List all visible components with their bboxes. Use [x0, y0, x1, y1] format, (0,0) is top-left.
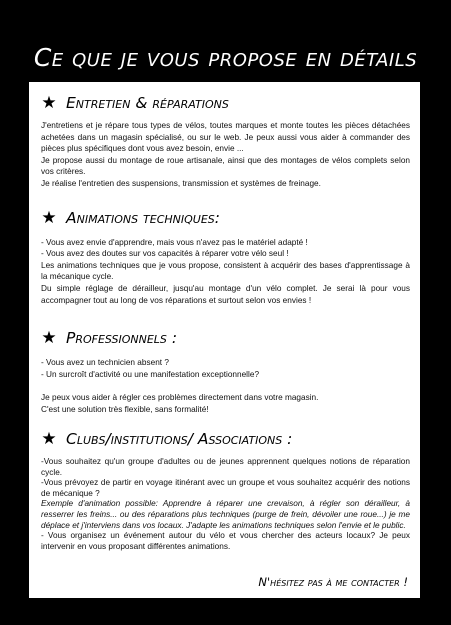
- paragraph: Je peux vous aider à régler ces problèmes directement dans votre magasin.: [41, 392, 319, 402]
- paragraph: J'entretiens et je répare tous types de vélos, toutes marques et monte toutes les pièces détachées achetées dans un magasin spécialisé, ou sur le web. Je peux aussi vous aider à commander des pièces plus spécifiques dont vous avez besoin, envie ...: [41, 121, 410, 154]
- paragraph: Du simple réglage de dérailleur, jusqu'au montage d'un vélo complet. Je serai là pour vous accompagner tout au long de vos réparations et surtout selon vos envies !: [41, 283, 410, 305]
- paragraph: - Vous avez envie d'apprendre, mais vous n'avez pas le matériel adapté !: [41, 237, 308, 247]
- section-body-animations: [41, 237, 410, 307]
- paragraph: Je propose aussi du montage de roue artisanale, ainsi que des montages de vélos complets selon vos critères.: [41, 155, 410, 177]
- section-heading-entretien: [41, 91, 410, 115]
- section-heading-clubs: [41, 427, 410, 451]
- section-body-clubs: [41, 457, 410, 552]
- section-title: Professionnels :: [66, 329, 178, 348]
- paragraph: - Vous avez des doutes sur vos capacités à réparer votre vélo seul !: [41, 249, 289, 259]
- star-icon: ★: [41, 429, 57, 450]
- star-icon: ★: [41, 93, 57, 113]
- section-heading-professionnels: [41, 326, 410, 350]
- section-heading-animations: [41, 206, 410, 230]
- section-title: Entretien & réparations: [66, 94, 229, 112]
- paragraph: Exemple d'animation possible: Apprendre à réparer une crevaison, à régler son dérailleur, à resserrer les freins... ou des réparations plus techniques (purge de frein, dévoiler une roue...) je me déplace et j'interviens dans vos locaux. J'adapte les animations techniques selon l'envie et le public.: [41, 499, 410, 530]
- paragraph: Les animations techniques que je vous propose, consistent à acquérir des bases d'apprentissage à la mécanique cycle.: [41, 260, 410, 282]
- paragraph: -Vous souhaitez qu'un groupe d'adultes ou de jeunes apprennent quelques notions de réparation cycle.: [41, 457, 410, 477]
- page-title: Ce que je vous propose en détails: [33, 43, 418, 72]
- star-icon: ★: [41, 207, 57, 228]
- paragraph: Je réalise l'entretien des suspensions, transmission et systèmes de freinage.: [41, 178, 321, 188]
- paragraph: - Vous avez un technicien absent ?: [41, 358, 169, 368]
- closing-line: N'hésitez pas à me contacter !: [258, 575, 408, 589]
- section-body-entretien: [41, 120, 410, 190]
- paragraph: - Vous organisez un événement autour du vélo et vous chercher des acteurs locaux? Je peux intervenir en vous proposant différentes animations.: [41, 531, 410, 551]
- section-title: Clubs/institutions/ Associations :: [66, 430, 293, 449]
- star-icon: ★: [41, 328, 57, 349]
- content-panel: [29, 82, 420, 598]
- section-title: Animations techniques:: [66, 208, 221, 227]
- paragraph: -Vous prévoyez de partir en voyage itinérant avec un groupe et vous souhaitez acquérir des notions de mécanique ?: [41, 478, 410, 498]
- paragraph: C'est une solution très flexible, sans formalité!: [41, 404, 209, 414]
- section-body-professionnels: [41, 357, 410, 415]
- paragraph: - Un surcroît d'activité ou une manifestation exceptionnelle?: [41, 369, 260, 379]
